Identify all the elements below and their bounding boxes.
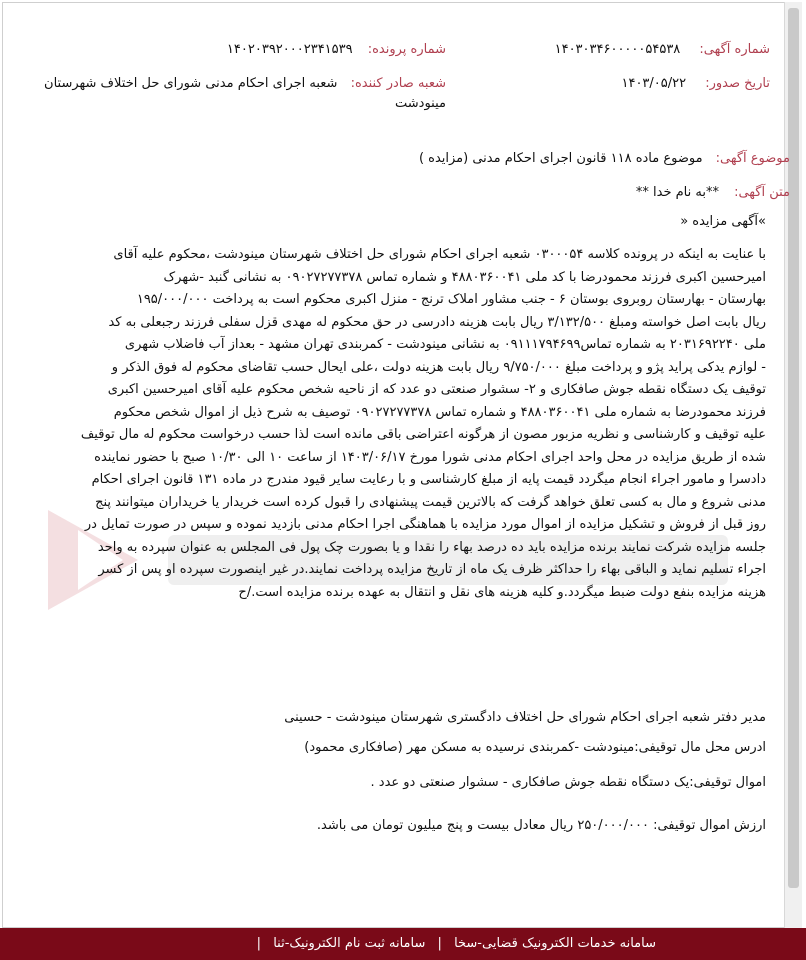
body-line: با عنایت به اینکه در پرونده کلاسه ۰۳۰۰۰۵۴ شعبه اجرای احکام شورای حل اختلاف شهرستان مینودشت ،محکوم علیه آقای <box>113 247 766 262</box>
issuer-row <box>44 72 446 91</box>
subject-row <box>419 147 790 166</box>
body-line: ریال بابت اصل خواسته ومبلغ ۳/۱۳۲/۵۰۰ ریال بابت هزینه دادرسی در حق محکوم له مهدی قزل سفلی فرزند رجبعلی به کد <box>108 314 766 330</box>
bottom-links <box>249 936 656 951</box>
seized-property-items: اموال توقیفی:یک دستگاه نقطه جوش صافکاری - سشوار صنعتی دو عدد . <box>370 775 766 790</box>
link-separator-end: | <box>256 936 262 951</box>
issuer-value-line2: مینودشت <box>395 96 446 111</box>
body-line: دادسرا و مامور اجراء انجام میگردد قیمت پایه از مبلغ کارشناسی و با رعایت سایر قیود مندرج در ماده ۱۳۱ قانون اجرای احکام <box>91 472 766 487</box>
subject-label: موضوع آگهی: <box>715 151 790 166</box>
case-number-value: ۱۴۰۲۰۳۹۲۰۰۰۲۳۴۱۵۳۹ <box>226 42 353 57</box>
sana-link[interactable]: سامانه ثبت نام الکترونیک-ثنا <box>273 936 426 951</box>
ad-heading: »آگهی مزایده « <box>680 214 766 229</box>
sakha-link[interactable]: سامانه خدمات الکترونیک قضایی-سخا <box>454 936 656 951</box>
subject-value: موضوع ماده ۱۱۸ قانون اجرای احکام مدنی (مزایده ) <box>418 151 703 166</box>
body-line: هزینه مزایده بنفع دولت ضبط میگردد.و کلیه هزینه های نقل و انتقال به عهده برنده مزایده است./ح <box>238 584 766 600</box>
body-line: توقیف یک دستگاه نقطه جوش صافکاری و ۲- سشوار صنعتی دو عدد که از ناحیه شخص محکوم علیه آقای امیرحسین اکبری <box>107 382 766 397</box>
bismillah: **به نام خدا ** <box>635 185 719 200</box>
body-line: فرزند محمودرضا به شماره ملی ۴۸۸۰۳۶۰۰۴۱ و شماره تماس ۰۹۰۲۷۲۷۷۳۷۸ توصیف به شرح ذیل از اموال شخص محکوم <box>113 404 766 420</box>
body-line: علیه توقیف و کارشناسی و نظریه مزبور مصون از هرگونه اعتراضی باقی مانده است لذا حسب درخواست محکوم له مال توقیف <box>80 427 766 442</box>
body-line: - لوازم یدکی پراید پژو و پرداخت مبلغ ۹/۷۵۰/۰۰۰ ریال بابت هزینه دولت ،علی ایحال حسب تقاضای محکوم له فوق الذکر و <box>111 359 766 375</box>
body-line: شده از طریق مزایده در محل واحد اجرای احکام مدنی شورا مورخ ۱۴۰۳/۰۶/۱۷ از ساعت ۱۰ الی ۱۰/۳۰ صبح با حضور نماینده <box>94 449 766 465</box>
issue-date-label: تاریخ صدور: <box>705 76 770 91</box>
issue-date-row <box>621 72 770 91</box>
vertical-scrollbar[interactable] <box>784 2 802 928</box>
case-number-label: شماره پرونده: <box>367 42 446 57</box>
body-line: امیرحسین اکبری فرزند محمودرضا با کد ملی ۴۸۸۰۳۶۰۰۴۱ و شماره تماس ۰۹۰۲۷۲۷۷۳۷۸ به نشانی گنبد -شهرک <box>163 269 766 285</box>
text-label-row <box>636 181 790 200</box>
body-line: ملی ۲۰۳۱۶۹۲۲۴۰ به شماره تماس۰۹۱۱۱۷۹۴۶۹۹ به نشانی مینودشت - کمربندی تهران مشهد - بعداز آب فاضلاب شهری <box>124 337 766 352</box>
issue-date-value: ۱۴۰۳/۰۵/۲۲ <box>621 76 687 91</box>
text-label: متن آگهی: <box>734 185 790 200</box>
case-number-row <box>227 38 446 57</box>
body-line: اجراء تسلیم نماید و الباقی بهاء را حداکثر ظرف یک ماه از تاریخ مزایده پرداخت نمایند.در غیر اینصورت سپرده او پس از کسر <box>98 562 766 577</box>
body-line: بهارستان - بهارستان روبروی بوستان ۶ - جنب مشاور املاک ترنج - منزل اکبری محکوم است به پرداخت ۱۹۵/۰۰۰/۰۰۰ <box>136 292 766 307</box>
ad-body <box>28 244 766 604</box>
seized-property-address: ادرس محل مال توقیفی:مینودشت -کمربندی نرسیده به مسکن مهر (صافکاری محمود) <box>304 740 766 755</box>
ad-number-label: شماره آگهی: <box>699 42 770 57</box>
issuer-value-line1: شعبه اجرای احکام مدنی شورای حل اختلاف شهرستان <box>44 76 338 91</box>
link-separator: | <box>437 936 442 951</box>
body-line: جلسه مزایده شرکت نمایند برنده مزایده باید ده درصد بهاء را نقدا و یا بصورت چک پول فی المجلس به عنوان سپرده به واحد <box>97 539 766 555</box>
office-manager-line: مدیر دفتر شعبه اجرای احکام شورای حل اختلاف دادگستری شهرستان مینودشت - حسینی <box>284 710 766 725</box>
ad-number-row <box>555 38 770 57</box>
body-line: مدنی شروع و مال به کسی تعلق خواهد گرفت که بالاترین قیمت پیشنهادی را قبول کرده است خریدار یا خریداران میتوانند پنج <box>95 494 766 510</box>
scrollbar-thumb[interactable] <box>788 8 799 888</box>
seized-property-value: ارزش اموال توقیفی: ۲۵۰/۰۰۰/۰۰۰ ریال معادل بیست و پنج میلیون تومان می باشد. <box>316 818 766 833</box>
bottom-links-bar <box>0 928 806 960</box>
ad-number-value: ۱۴۰۳۰۳۴۶۰۰۰۰۰۵۴۵۳۸ <box>554 42 681 57</box>
body-line: روز قبل از فروش و تشکیل مزایده از اموال مورد مزایده با هماهنگی اجرا احکام مدنی بازدید نموده و سپس در صورت تمایل در <box>84 517 766 532</box>
issuer-label: شعبه صادر کننده: <box>350 76 446 91</box>
